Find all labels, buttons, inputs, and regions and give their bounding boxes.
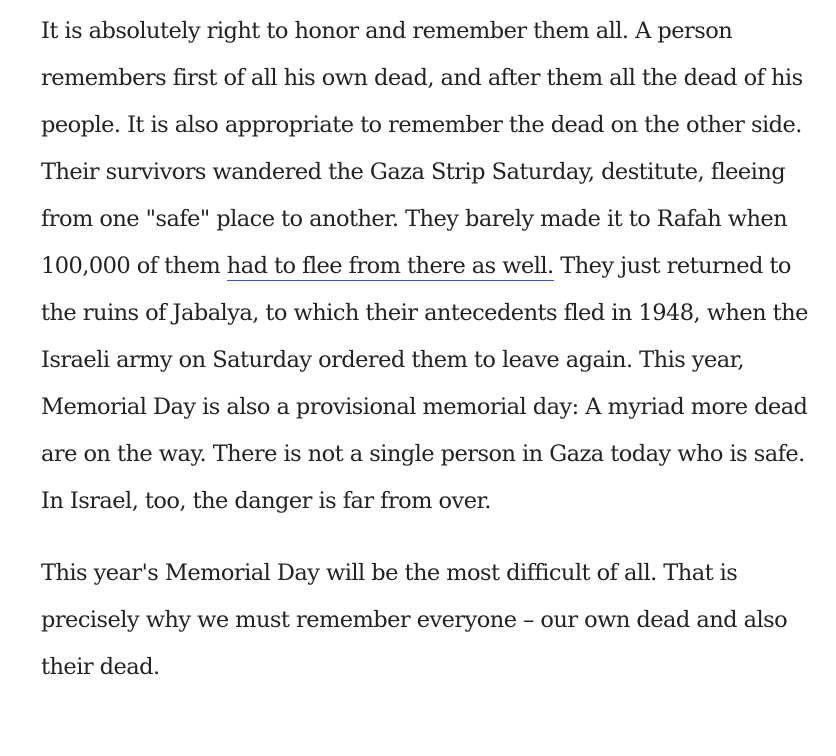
article-body (41, 8, 827, 691)
paragraph-1-text-before-link: It is absolutely right to honor and remember them all. A person remembers first of all his own dead, and after them all the dead of his people. It is also appropriate to remember the dead on the other side. Their survivors wandered the Gaza Strip Saturday, destitute, fleeing from one "safe" place to another. They barely made it to Rafah when 100,000 of them (41, 18, 803, 279)
inline-link-flee-rafah[interactable]: had to flee from there as well. (226, 253, 554, 279)
paragraph-1-text-after-link: They just returned to the ruins of Jabalya, to which their antecedents fled in 1948, when the Israeli army on Saturday ordered them to leave again. This year, Memorial Day is also a provisional memorial day: A myriad more dead are on the way. There is not a single person in Gaza today who is safe. In Israel, too, the danger is far from over. (41, 253, 808, 514)
paragraph-2: This year's Memorial Day will be the most difficult of all. That is precisely why we must remember everyone – our own dead and also their dead. (41, 560, 788, 680)
paragraph-1 (41, 8, 827, 525)
